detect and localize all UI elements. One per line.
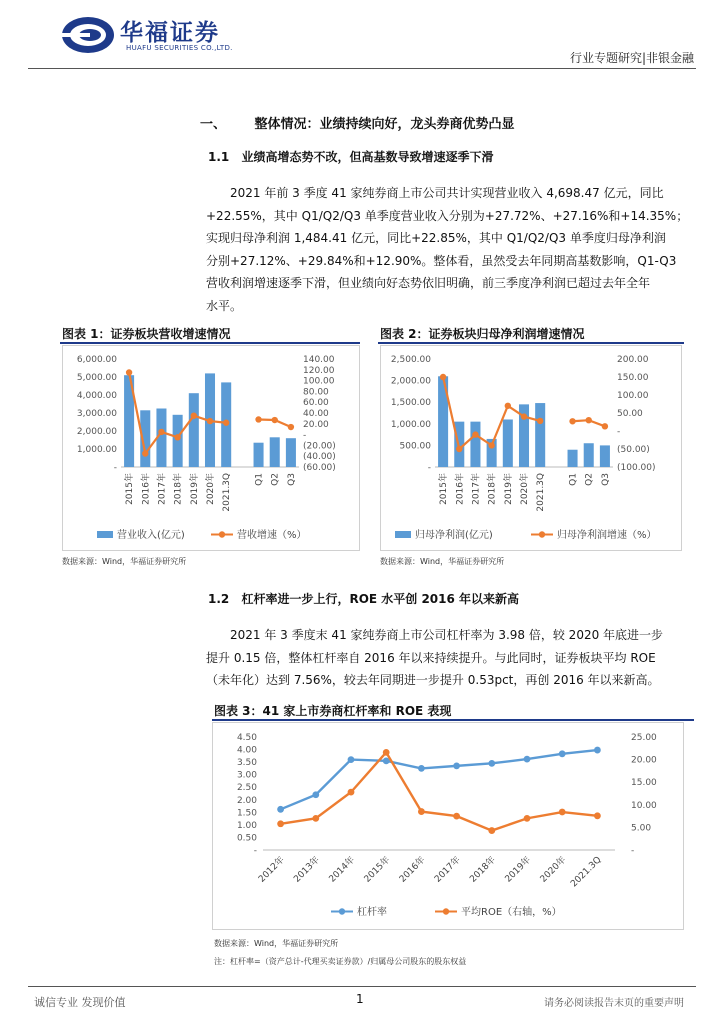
- legend-bar-swatch: [395, 531, 411, 538]
- x-tick-label: 2019年: [189, 473, 200, 505]
- y-right-tick-label: 10.00: [631, 800, 657, 811]
- y-right-tick-label: -: [303, 430, 307, 441]
- leverage-point: [559, 750, 566, 757]
- figure-3-rule: [212, 719, 694, 721]
- paragraph-line: +22.55%，其中 Q1/Q2/Q3 单季度营业收入分别为+27.72%、+27.16%和+14.35%；: [206, 208, 689, 223]
- growth-point: [586, 417, 592, 423]
- roe-point: [559, 809, 566, 816]
- leverage-point: [453, 762, 460, 769]
- y-left-tick-label: 1,500.00: [390, 398, 431, 409]
- footer-disclaimer: 请务必阅读报告末页的重要声明: [544, 998, 684, 1009]
- y-right-tick-label: 120.00: [303, 365, 335, 376]
- y-right-tick-label: 25.00: [631, 733, 657, 743]
- y-right-tick-label: (60.00): [303, 463, 336, 473]
- leverage-point: [418, 765, 425, 772]
- roe-point: [312, 815, 319, 822]
- bar: [270, 437, 280, 467]
- x-tick-label: 2021.3Q: [569, 855, 604, 890]
- chart-1-box: [62, 345, 360, 551]
- x-tick-label: 2015年: [362, 855, 393, 885]
- y-right-tick-label: 5.00: [631, 823, 652, 834]
- subsection-1-title-text: 业绩高增态势不改，但高基数导致增速逐季下滑: [241, 150, 494, 164]
- paragraph-line: 营收利润增速逐季下滑，但业绩向好态势依旧明确，前三季度净利润已超过去年全年: [206, 276, 651, 290]
- y-left-tick-label: 1.50: [236, 808, 257, 819]
- roe-point: [348, 789, 355, 796]
- legend-bar-swatch: [97, 531, 113, 538]
- y-right-tick-label: (100.00): [617, 463, 656, 473]
- leverage-line: [281, 750, 598, 809]
- growth-point: [505, 403, 511, 409]
- y-right-tick-label: 80.00: [303, 387, 329, 398]
- x-tick-label: 2015年: [439, 473, 450, 505]
- figure-1-rule: [60, 342, 360, 344]
- x-tick-label: Q1: [254, 473, 265, 486]
- legend-line-marker: [539, 531, 545, 537]
- growth-point: [521, 413, 527, 419]
- roe-point: [277, 820, 284, 827]
- growth-point: [440, 374, 446, 380]
- bar: [584, 443, 594, 467]
- report-type: 行业专题研究|非银金融: [569, 51, 694, 65]
- leverage-point: [524, 756, 531, 763]
- x-tick-label: Q2: [584, 473, 595, 486]
- y-left-tick-label: 6,000.00: [76, 355, 117, 365]
- figure-3-title: 图表 3：41 家上市券商杠杆率和 ROE 表现: [214, 704, 452, 718]
- page-number: 1: [356, 992, 364, 1006]
- chart-2-box: [380, 345, 682, 551]
- x-tick-label: 2020年: [520, 473, 530, 505]
- growth-point: [569, 418, 575, 424]
- y-left-tick-label: 2,500.00: [390, 355, 431, 365]
- header-divider: [28, 68, 696, 69]
- figure-2-rule: [378, 342, 684, 344]
- roe-point: [383, 749, 390, 756]
- y-right-tick-label: 200.00: [617, 355, 649, 365]
- roe-point: [488, 827, 495, 834]
- x-tick-label: Q1: [568, 473, 579, 486]
- growth-point: [126, 369, 132, 375]
- roe-line: [281, 752, 598, 830]
- growth-point: [537, 418, 543, 424]
- x-tick-label: 2018年: [468, 855, 498, 885]
- growth-point: [191, 413, 197, 419]
- paragraph-line: 实现归母净利润 1,484.41 亿元，同比+22.85%，其中 Q1/Q2/Q3 单季度归母净利润: [206, 231, 666, 245]
- y-left-tick-label: 1,000.00: [390, 419, 431, 430]
- paragraph-line: （未年化）达到 7.56%，较去年同期进一步提升 0.53pct，再创 2016 年以来新高。: [206, 673, 660, 687]
- x-tick-label: 2018年: [487, 473, 498, 505]
- subsection-1-number: 1.1: [208, 150, 230, 164]
- logo-en-text: HUAFU SECURITIES CO.,LTD.: [126, 44, 233, 52]
- bar: [189, 393, 199, 467]
- subsection-2-paragraph: [206, 624, 694, 692]
- figure-3-note: 注：杠杆率=（资产总计-代理买卖证券款）/归属母公司股东的股东权益: [214, 957, 467, 966]
- paragraph-line: 2021 年 3 季度末 41 家纯券商上市公司杠杆率为 3.98 倍，较 2020 年底进一步: [230, 628, 664, 642]
- roe-point: [524, 815, 531, 822]
- y-right-tick-label: 100.00: [303, 376, 335, 387]
- y-left-tick-label: 2.00: [236, 795, 257, 806]
- bar: [568, 450, 578, 467]
- y-left-tick-label: 4.50: [236, 733, 257, 743]
- figure-2-title: 图表 2：证券板块归母净利润增速情况: [380, 327, 585, 341]
- y-right-tick-label: 15.00: [631, 778, 657, 789]
- leverage-point: [348, 756, 355, 763]
- x-tick-label: 2019年: [503, 855, 534, 885]
- x-tick-label: 2019年: [503, 473, 514, 505]
- legend-line-marker: [339, 908, 345, 914]
- y-left-tick-label: -: [427, 463, 431, 473]
- bar: [173, 415, 183, 467]
- figure-3-source: 数据来源：Wind，华福证券研究所: [214, 939, 339, 948]
- y-right-tick-label: 20.00: [631, 755, 657, 766]
- paragraph-line: 水平。: [206, 298, 243, 313]
- x-tick-label: 2017年: [433, 855, 463, 885]
- growth-point: [288, 424, 294, 430]
- y-left-tick-label: 2,000.00: [76, 427, 117, 437]
- x-tick-label: Q3: [600, 473, 611, 486]
- bar: [254, 443, 264, 467]
- subsection-2-title: [208, 590, 519, 607]
- x-tick-label: 2020年: [538, 855, 569, 885]
- growth-point: [142, 450, 148, 456]
- x-tick-label: 2021.3Q: [222, 473, 233, 512]
- company-logo-icon: [60, 14, 116, 56]
- roe-point: [594, 812, 601, 819]
- section-title: [200, 113, 515, 132]
- y-right-tick-label: 150.00: [617, 373, 649, 383]
- leverage-point: [312, 791, 319, 798]
- subsection-1-paragraph: [206, 182, 694, 317]
- bar: [503, 419, 513, 467]
- x-tick-label: 2020年: [206, 473, 216, 505]
- y-left-tick-label: 5,000.00: [76, 373, 117, 383]
- x-tick-label: 2013年: [292, 855, 322, 885]
- y-left-tick-label: 4.00: [236, 745, 257, 756]
- figure-1-source: 数据来源：Wind，华福证券研究所: [62, 557, 187, 566]
- x-tick-label: Q2: [270, 473, 281, 486]
- y-left-tick-label: 1,000.00: [76, 445, 117, 455]
- net-profit-growth-chart: [381, 346, 681, 550]
- y-left-tick-label: 2,000.00: [390, 376, 431, 387]
- x-tick-label: 2015年: [125, 473, 136, 505]
- legend-line-marker: [443, 908, 449, 914]
- growth-point: [488, 442, 494, 448]
- leverage-roe-chart: [213, 723, 683, 929]
- paragraph-line: 2021 年前 3 季度 41 家纯券商上市公司共计实现营业收入 4,698.47 亿元，同比: [230, 186, 664, 200]
- y-right-tick-label: 50.00: [617, 409, 643, 419]
- growth-point: [223, 420, 229, 426]
- legend-bar-label: 归母净利润(亿元): [415, 530, 493, 541]
- x-tick-label: 2017年: [471, 473, 482, 505]
- legend-label: 平均ROE（右轴，%）: [461, 907, 562, 918]
- growth-point: [255, 416, 261, 422]
- growth-point: [272, 417, 278, 423]
- growth-point: [472, 431, 478, 437]
- leverage-point: [488, 760, 495, 767]
- y-left-tick-label: 3,000.00: [76, 409, 117, 419]
- x-tick-label: 2016年: [141, 473, 152, 505]
- y-left-tick-label: 2.50: [236, 783, 257, 794]
- bar: [470, 422, 480, 467]
- x-tick-label: Q3: [286, 473, 297, 486]
- growth-point: [207, 418, 213, 424]
- paragraph-line: 分别+27.12%、+29.84%和+12.90%。整体看，虽然受去年同期高基数影响，Q1-Q3: [206, 253, 677, 268]
- logo-cn-text: 华福证券: [120, 20, 220, 46]
- x-tick-label: 2017年: [157, 473, 168, 505]
- subsection-2-number: 1.2: [208, 592, 230, 606]
- y-left-tick-label: 500.00: [399, 441, 431, 452]
- x-tick-label: 2021.3Q: [536, 473, 547, 512]
- subsection-2-title-text: 杠杆率进一步上行，ROE 水平创 2016 年以来新高: [241, 592, 520, 606]
- legend-line-marker: [219, 531, 225, 537]
- bar: [600, 445, 610, 467]
- roe-point: [418, 808, 425, 815]
- y-left-tick-label: 0.50: [236, 833, 257, 844]
- bar: [286, 438, 296, 467]
- legend-label: 杠杆率: [357, 907, 387, 918]
- revenue-growth-chart: [63, 346, 359, 550]
- leverage-point: [277, 806, 284, 813]
- x-tick-label: 2012年: [257, 855, 287, 885]
- x-tick-label: 2016年: [397, 855, 428, 885]
- roe-point: [453, 813, 460, 820]
- footer-slogan: 诚信专业 发现价值: [34, 996, 126, 1009]
- y-left-tick-label: 3.00: [236, 770, 257, 781]
- y-right-tick-label: (20.00): [303, 441, 336, 452]
- growth-point: [602, 423, 608, 429]
- legend-line-label: 营收增速（%）: [237, 530, 307, 541]
- chart-3-box: [212, 722, 684, 930]
- y-right-tick-label: -: [617, 427, 621, 437]
- y-right-tick-label: (40.00): [303, 452, 336, 463]
- y-right-tick-label: 40.00: [303, 409, 329, 419]
- growth-point: [158, 429, 164, 435]
- y-right-tick-label: 100.00: [617, 391, 649, 401]
- bar: [535, 403, 545, 467]
- x-tick-label: 2014年: [327, 855, 358, 885]
- footer-divider: [28, 986, 696, 987]
- y-right-tick-label: -: [631, 846, 635, 856]
- growth-point: [174, 434, 180, 440]
- figure-1-title: 图表 1：证券板块营收增速情况: [62, 327, 231, 341]
- y-left-tick-label: 4,000.00: [76, 391, 117, 401]
- x-tick-label: 2016年: [455, 473, 466, 505]
- subsection-1-title: [208, 148, 493, 165]
- y-left-tick-label: 1.00: [236, 820, 257, 831]
- legend-bar-label: 营业收入(亿元): [117, 530, 185, 541]
- y-right-tick-label: (50.00): [617, 445, 650, 455]
- y-left-tick-label: 3.50: [236, 758, 257, 769]
- y-left-tick-label: -: [253, 846, 257, 856]
- growth-point: [456, 446, 462, 452]
- section-number: 一、: [200, 117, 227, 132]
- y-left-tick-label: -: [113, 463, 117, 473]
- legend-line-label: 归母净利润增速（%）: [557, 530, 657, 541]
- y-right-tick-label: 140.00: [303, 355, 335, 365]
- y-right-tick-label: 60.00: [303, 398, 329, 409]
- paragraph-line: 提升 0.15 倍，整体杠杆率自 2016 年以来持续提升。与此同时，证券板块平均 ROE: [206, 650, 656, 665]
- y-right-tick-label: 20.00: [303, 419, 329, 430]
- figure-2-source: 数据来源：Wind，华福证券研究所: [380, 557, 505, 566]
- section-title-text: 整体情况：业绩持续向好，龙头券商优势凸显: [254, 117, 515, 132]
- leverage-point: [594, 747, 601, 754]
- x-tick-label: 2018年: [173, 473, 184, 505]
